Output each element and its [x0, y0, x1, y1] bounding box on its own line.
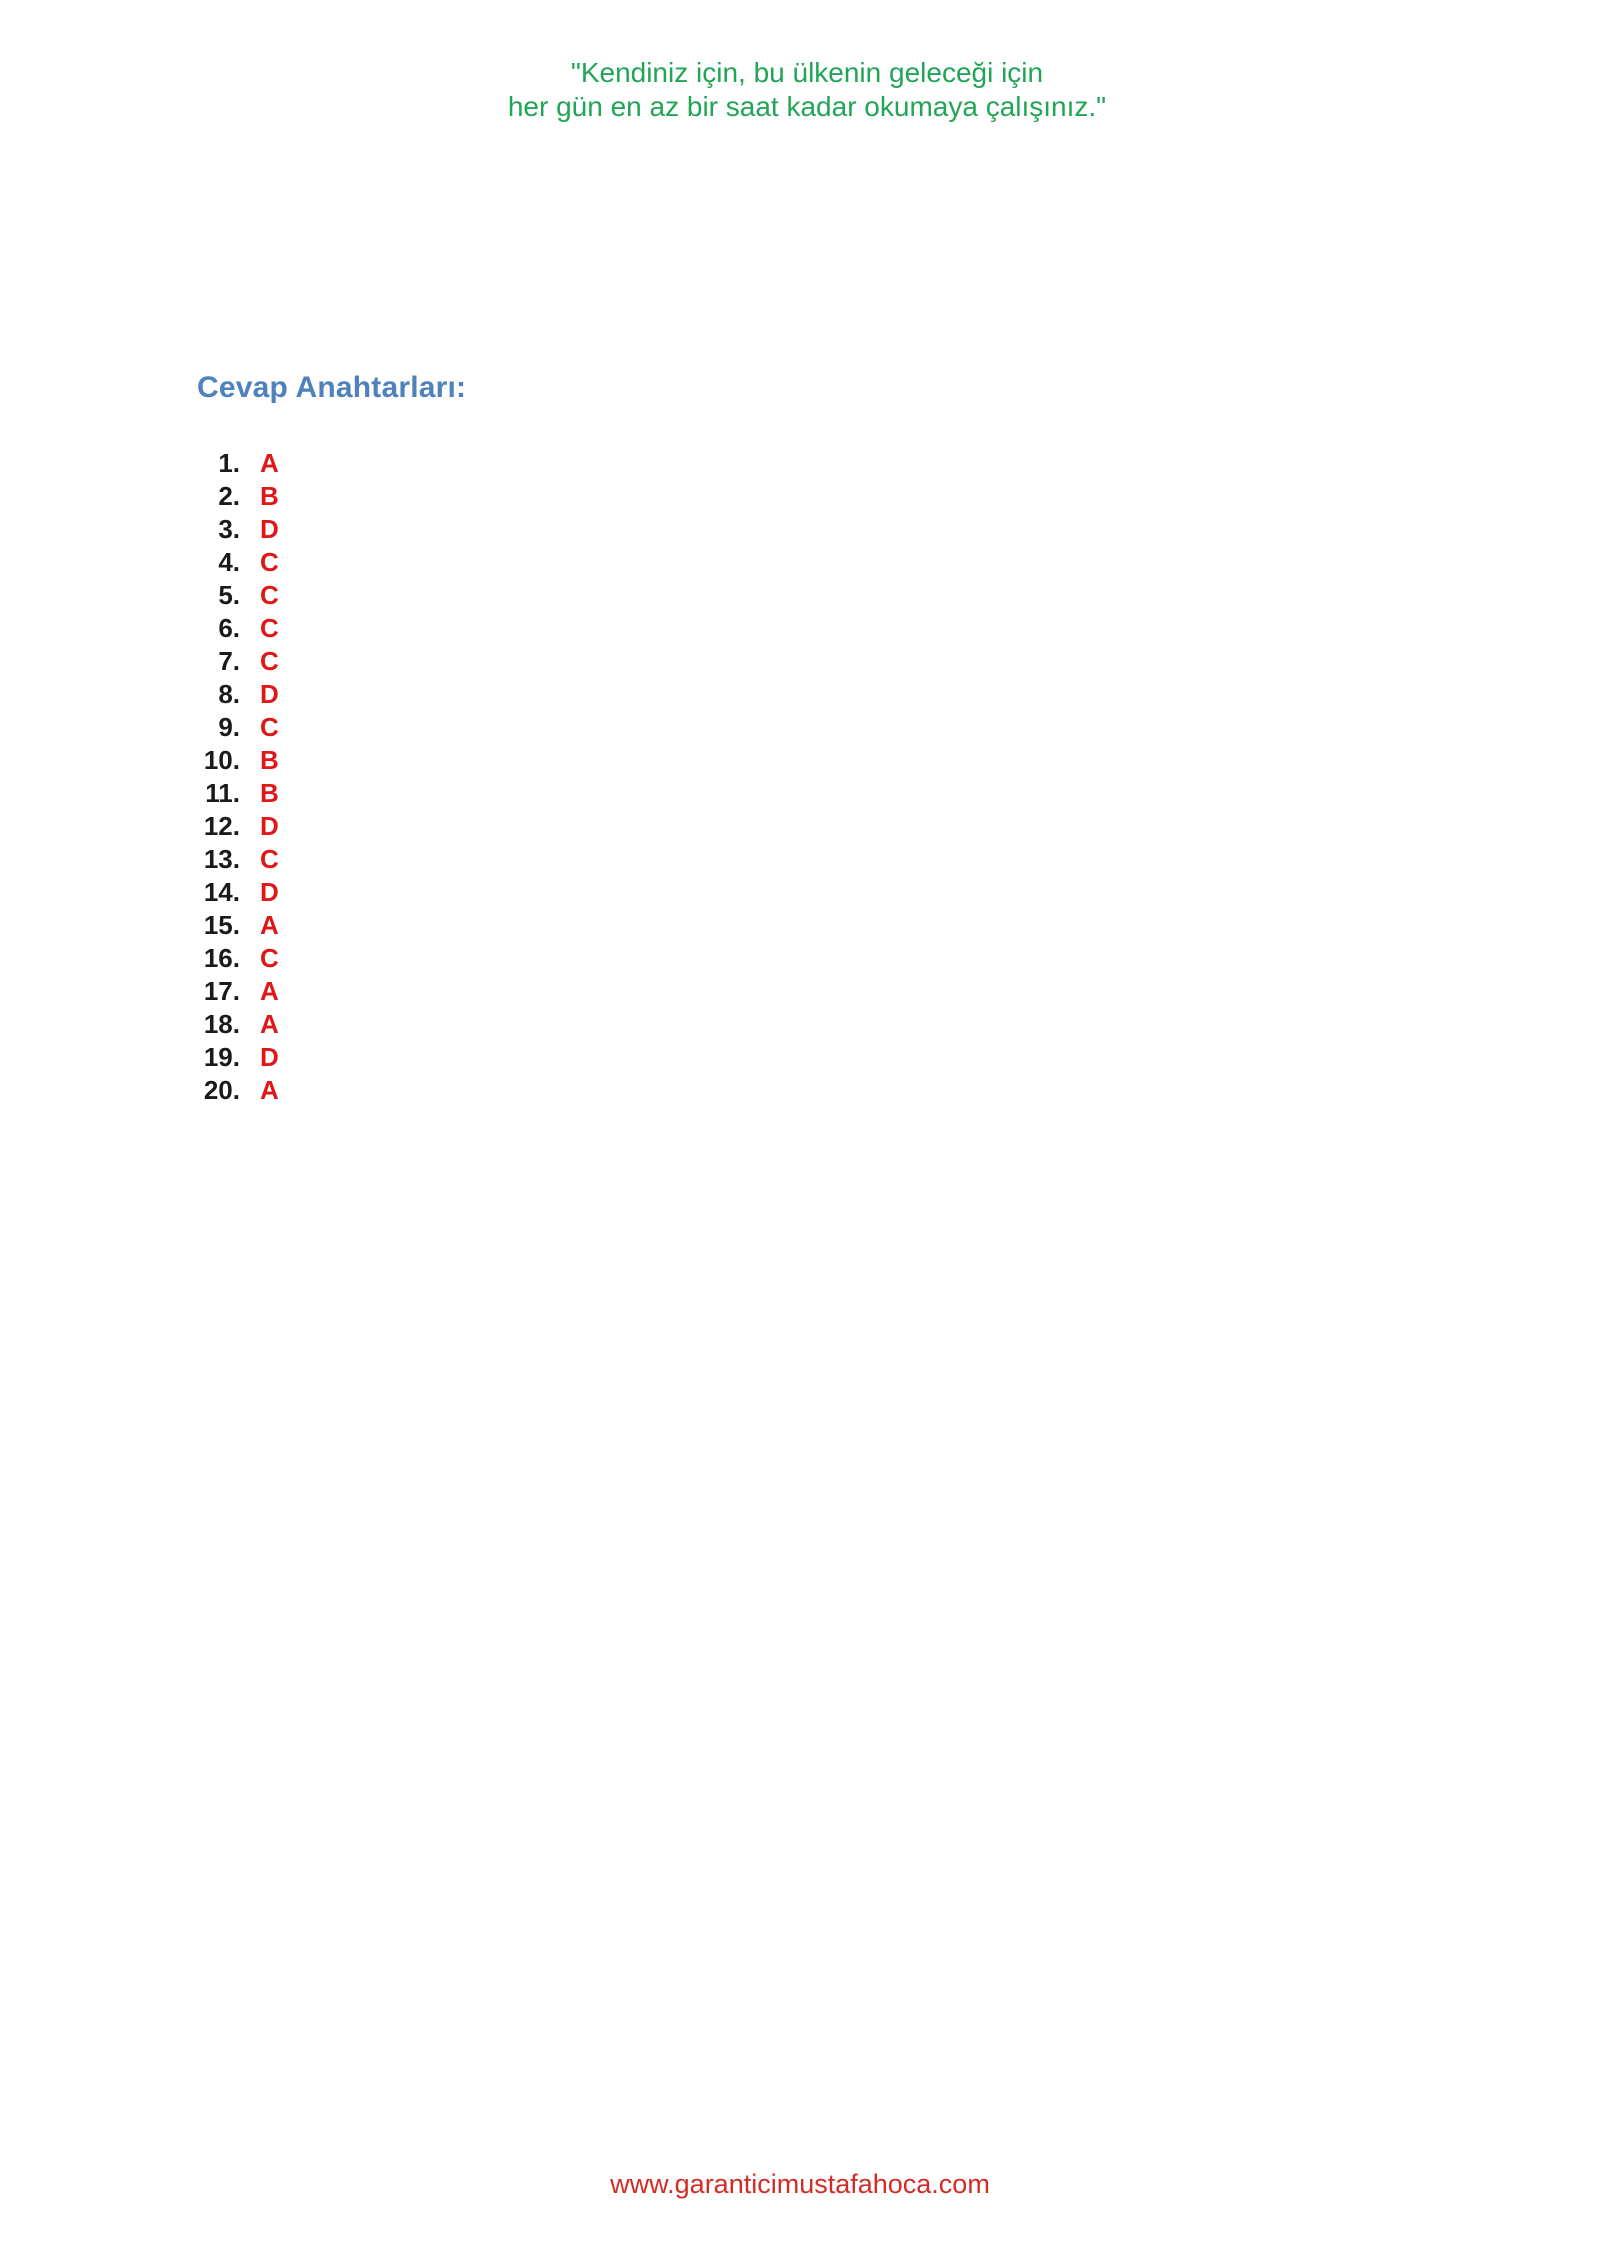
answer-letter: B — [260, 481, 279, 511]
quote-line-2: her gün en az bir saat kadar okumaya çalışınız." — [507, 91, 1107, 122]
answer-row — [180, 546, 294, 579]
answer-letter: A — [260, 976, 279, 1006]
quote-line-1: "Kendiniz için, bu ülkenin geleceği için — [570, 57, 1044, 88]
question-number: 5. — [218, 580, 240, 610]
answer-row — [180, 1041, 294, 1074]
answer-letter: D — [260, 1042, 279, 1072]
answer-letter: C — [260, 712, 279, 742]
answer-list — [180, 447, 294, 1107]
answer-row — [180, 777, 294, 810]
answer-letter: A — [260, 1009, 279, 1039]
answer-letter: D — [260, 679, 279, 709]
answer-letter: B — [260, 745, 279, 775]
question-number: 7. — [218, 646, 240, 676]
answer-row — [180, 645, 294, 678]
answer-letter: C — [260, 844, 279, 874]
answer-row — [180, 876, 294, 909]
question-number: 1. — [218, 448, 240, 478]
question-number: 17. — [203, 976, 240, 1006]
answer-row — [180, 1074, 294, 1107]
answer-row — [180, 711, 294, 744]
answer-letter: D — [260, 877, 279, 907]
answer-row — [180, 843, 294, 876]
question-number: 2. — [218, 481, 240, 511]
answer-letter: C — [260, 547, 279, 577]
question-number: 8. — [218, 679, 240, 709]
answer-letter: C — [260, 943, 279, 973]
answer-letter: A — [260, 910, 279, 940]
answer-row — [180, 810, 294, 843]
answer-row — [180, 975, 294, 1008]
answer-letter: D — [260, 811, 279, 841]
answer-letter: A — [260, 448, 279, 478]
answer-letter: A — [260, 1075, 279, 1105]
motivational-quote — [0, 56, 1600, 124]
answer-row — [180, 942, 294, 975]
question-number: 14. — [203, 877, 240, 907]
answer-row — [180, 744, 294, 777]
answer-key-heading: Cevap Anahtarları: — [197, 371, 467, 404]
answer-row — [180, 678, 294, 711]
question-number: 6. — [218, 613, 240, 643]
question-number: 12. — [203, 811, 240, 841]
question-number: 10. — [203, 745, 240, 775]
answer-letter: B — [260, 778, 279, 808]
question-number: 4. — [218, 547, 240, 577]
answer-row — [180, 1008, 294, 1041]
answer-row — [180, 513, 294, 546]
answer-row — [180, 909, 294, 942]
question-number: 13. — [203, 844, 240, 874]
answer-row — [180, 480, 294, 513]
footer-website: www.garanticimustafahoca.com — [610, 2169, 990, 2199]
question-number: 3. — [218, 514, 240, 544]
answer-letter: C — [260, 613, 279, 643]
question-number: 19. — [203, 1042, 240, 1072]
question-number: 16. — [203, 943, 240, 973]
answer-letter: C — [260, 646, 279, 676]
question-number: 15. — [203, 910, 240, 940]
answer-letter: C — [260, 580, 279, 610]
answer-row — [180, 447, 294, 480]
answer-row — [180, 579, 294, 612]
answer-row — [180, 612, 294, 645]
question-number: 20. — [203, 1075, 240, 1105]
question-number: 9. — [218, 712, 240, 742]
answer-letter: D — [260, 514, 279, 544]
question-number: 18. — [203, 1009, 240, 1039]
question-number: 11. — [205, 778, 240, 808]
